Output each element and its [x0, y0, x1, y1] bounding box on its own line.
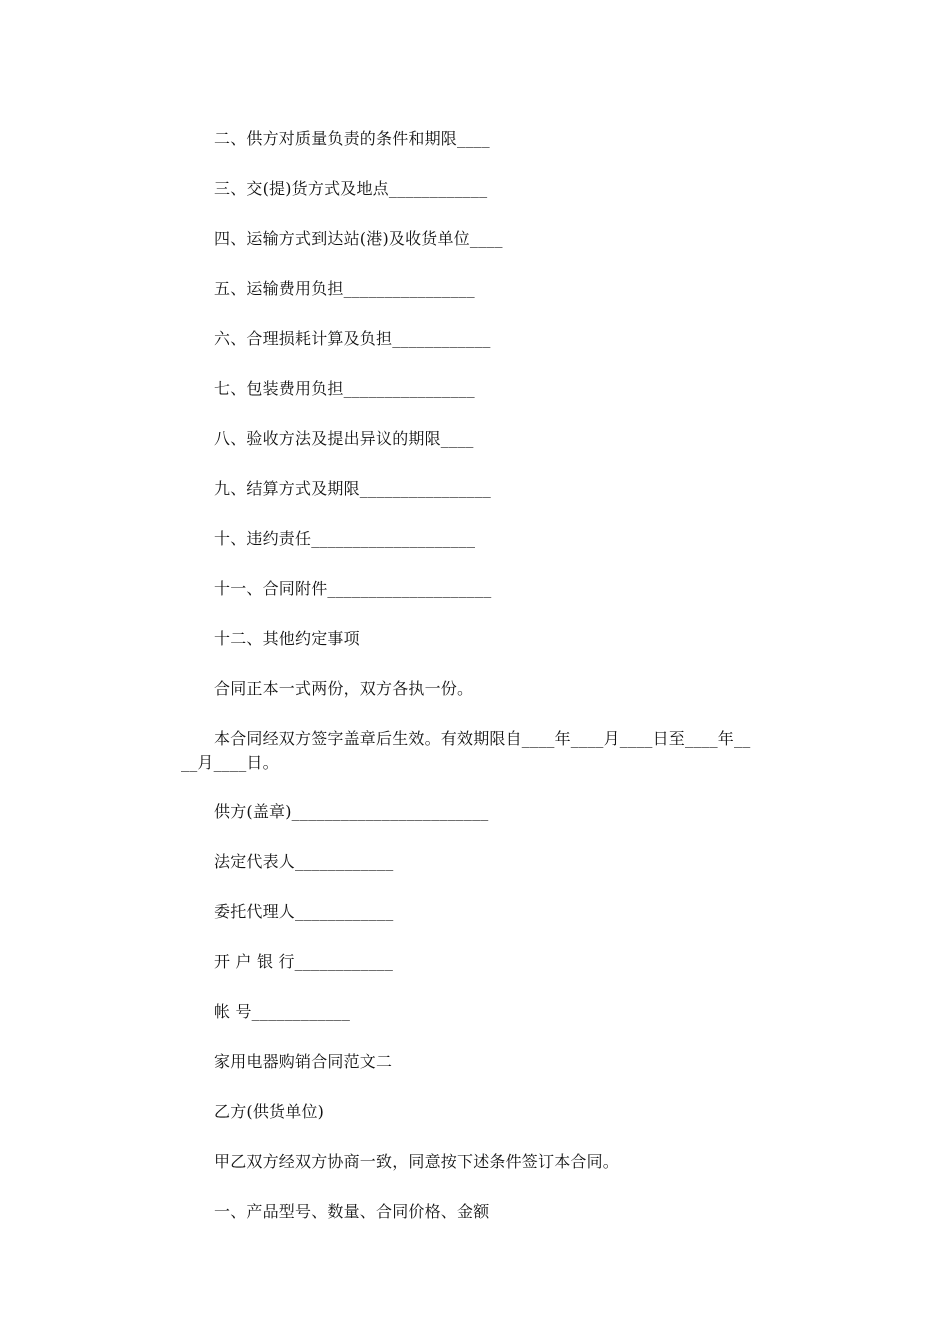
clause-12-other: 十二、其他约定事项	[214, 629, 360, 648]
account-field: 帐 号____________	[214, 1002, 351, 1021]
clause-4-transport: 四、运输方式到达站(港)及收货单位____	[214, 229, 503, 248]
clause-3-delivery-method: 三、交(提)货方式及地点____________	[214, 179, 488, 198]
validity-statement-continued: __月____日。	[181, 753, 279, 772]
copies-statement: 合同正本一式两份，双方各执一份。	[214, 679, 474, 698]
clause-11-attachments: 十一、合同附件____________________	[214, 579, 492, 598]
clause-10-breach: 十、违约责任____________________	[214, 529, 476, 548]
clause-8-acceptance: 八、验收方法及提出异议的期限____	[214, 429, 474, 448]
agreement-intro: 甲乙双方经双方协商一致，同意按下述条件签订本合同。	[214, 1152, 620, 1171]
party-b-label: 乙方(供货单位)	[214, 1102, 325, 1121]
clause-6-loss-calculation: 六、合理损耗计算及负担____________	[214, 329, 491, 348]
validity-statement: 本合同经双方签字盖章后生效。有效期限自____年____月____日至____年__	[214, 729, 751, 748]
clause-9-settlement: 九、结算方式及期限________________	[214, 479, 492, 498]
section-title: 家用电器购销合同范文二	[214, 1052, 393, 1071]
clause-7-packaging-cost: 七、包装费用负担________________	[214, 379, 475, 398]
legal-representative-field: 法定代表人____________	[214, 852, 394, 871]
clause-5-transport-cost: 五、运输费用负担________________	[214, 279, 475, 298]
agent-field: 委托代理人____________	[214, 902, 394, 921]
clause-1-products: 一、产品型号、数量、合同价格、金额	[214, 1202, 490, 1221]
supplier-seal-field: 供方(盖章)________________________	[214, 802, 489, 821]
clause-2-quality-liability: 二、供方对质量负责的条件和期限____	[214, 129, 490, 148]
bank-field: 开 户 银 行____________	[214, 952, 394, 971]
